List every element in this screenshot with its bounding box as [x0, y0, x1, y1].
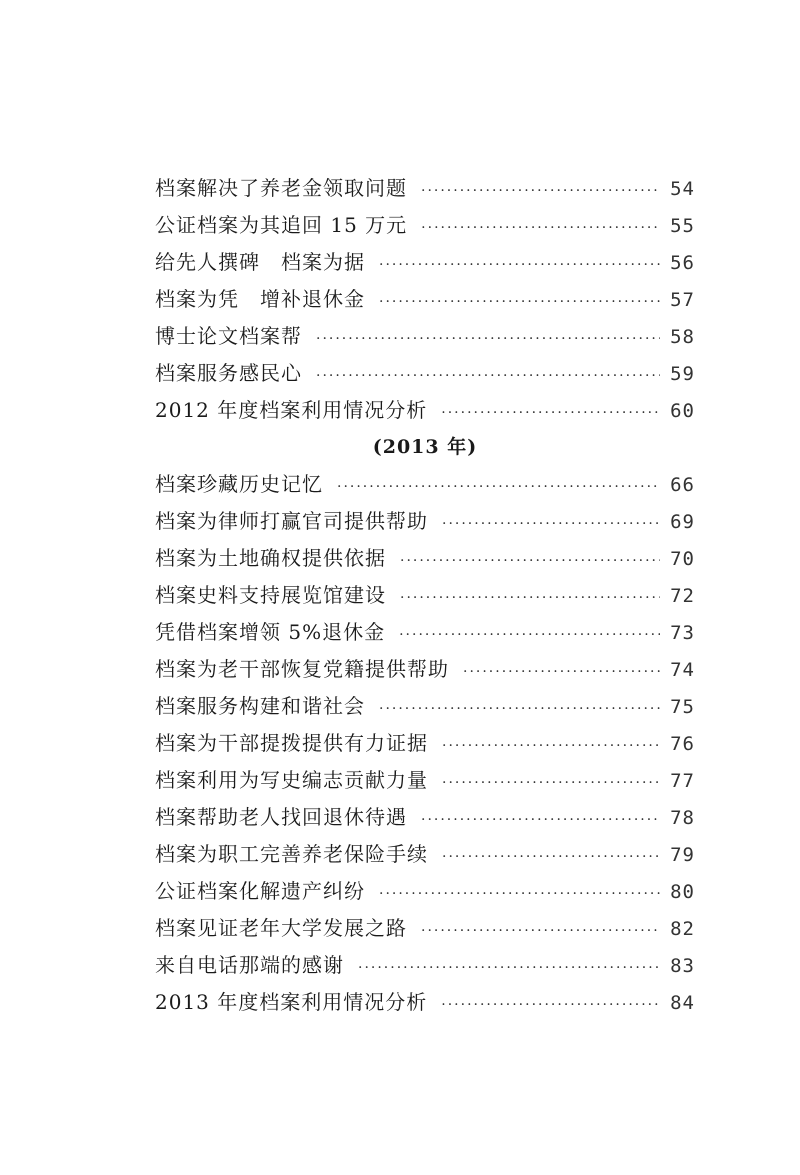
toc-entry-page: 72 [670, 585, 695, 607]
toc-leader-dots [442, 728, 660, 765]
toc-entry[interactable] [155, 762, 695, 799]
toc-entry[interactable] [155, 984, 695, 1021]
toc-leader-dots [442, 839, 660, 876]
toc-entry[interactable] [155, 688, 695, 725]
toc-entry[interactable] [155, 355, 695, 392]
toc-entry-page: 82 [670, 918, 695, 940]
toc-leader-dots [379, 284, 660, 321]
toc-leader-dots [379, 247, 660, 284]
toc-section-2013 [155, 466, 695, 1021]
toc-leader-dots [441, 987, 660, 1024]
toc-entry-title: 博士论文档案帮 [155, 324, 302, 348]
toc-entry-title: 档案珍藏历史记忆 [155, 472, 323, 496]
toc-entry-title: 档案为干部提拨提供有力证据 [155, 731, 428, 755]
toc-entry-title: 凭借档案增领 5%退休金 [155, 620, 386, 644]
table-of-contents [155, 170, 695, 1021]
toc-leader-dots [316, 321, 660, 358]
toc-entry-title: 档案为职工完善养老保险手续 [155, 842, 428, 866]
toc-entry-page: 54 [670, 178, 695, 200]
toc-entry[interactable] [155, 207, 695, 244]
toc-entry[interactable] [155, 725, 695, 762]
toc-entry[interactable] [155, 614, 695, 651]
toc-entry-page: 57 [670, 289, 695, 311]
toc-entry-page: 78 [670, 807, 695, 829]
toc-entry-title: 档案利用为写史编志贡献力量 [155, 768, 428, 792]
toc-entry-page: 75 [670, 696, 695, 718]
toc-entry-page: 79 [670, 844, 695, 866]
toc-entry-page: 76 [670, 733, 695, 755]
toc-entry[interactable] [155, 318, 695, 355]
toc-entry-title: 档案服务构建和谐社会 [155, 694, 365, 718]
toc-entry[interactable] [155, 947, 695, 984]
toc-entry-title: 档案帮助老人找回退休待遇 [155, 805, 407, 829]
toc-entry-title: 档案见证老年大学发展之路 [155, 916, 407, 940]
toc-leader-dots [463, 654, 660, 691]
toc-leader-dots [421, 173, 660, 210]
toc-entry-title: 档案解决了养老金领取问题 [155, 176, 407, 200]
toc-leader-dots [379, 691, 660, 728]
toc-leader-dots [316, 358, 660, 395]
toc-leader-dots [441, 395, 660, 432]
toc-entry-page: 58 [670, 326, 695, 348]
toc-entry-page: 77 [670, 770, 695, 792]
toc-entry[interactable] [155, 799, 695, 836]
toc-entry-page: 70 [670, 548, 695, 570]
toc-entry-page: 74 [670, 659, 695, 681]
toc-leader-dots [421, 802, 660, 839]
toc-leader-dots [337, 469, 660, 506]
toc-leader-dots [421, 913, 660, 950]
toc-entry-page: 84 [670, 992, 695, 1014]
toc-entry[interactable] [155, 281, 695, 318]
toc-entry-title: 给先人撰碑 档案为据 [155, 250, 365, 274]
toc-leader-dots [379, 876, 660, 913]
toc-entry[interactable] [155, 836, 695, 873]
toc-entry[interactable] [155, 244, 695, 281]
toc-section-2012 [155, 170, 695, 429]
toc-entry-title: 公证档案化解遗产纠纷 [155, 879, 365, 903]
toc-leader-dots [399, 617, 660, 654]
section-heading-2013: (2013 年) [372, 436, 478, 458]
toc-entry-page: 56 [670, 252, 695, 274]
toc-entry-title: 档案史料支持展览馆建设 [155, 583, 386, 607]
toc-entry-page: 69 [670, 511, 695, 533]
toc-entry-title: 档案为凭 增补退休金 [155, 287, 365, 311]
toc-entry-page: 80 [670, 881, 695, 903]
toc-entry[interactable] [155, 577, 695, 614]
toc-entry[interactable] [155, 503, 695, 540]
toc-entry[interactable] [155, 910, 695, 947]
toc-entry[interactable] [155, 540, 695, 577]
toc-entry-title: 档案为老干部恢复党籍提供帮助 [155, 657, 449, 681]
toc-leader-dots [442, 506, 660, 543]
toc-entry-title: 来自电话那端的感谢 [155, 953, 344, 977]
toc-leader-dots [358, 950, 660, 987]
toc-entry[interactable] [155, 873, 695, 910]
toc-leader-dots [400, 580, 660, 617]
toc-entry-title: 2013 年度档案利用情况分析 [155, 990, 428, 1014]
toc-entry-title: 档案服务感民心 [155, 361, 302, 385]
toc-entry-page: 55 [670, 215, 695, 237]
toc-entry-page: 73 [670, 622, 695, 644]
toc-entry-page: 83 [670, 955, 695, 977]
toc-entry-title: 档案为土地确权提供依据 [155, 546, 386, 570]
toc-leader-dots [442, 765, 660, 802]
toc-entry-page: 59 [670, 363, 695, 385]
toc-entry-title: 公证档案为其追回 15 万元 [155, 213, 408, 237]
toc-leader-dots [421, 210, 660, 247]
toc-entry-title: 2012 年度档案利用情况分析 [155, 398, 428, 422]
toc-entry-title: 档案为律师打赢官司提供帮助 [155, 509, 428, 533]
toc-entry[interactable] [155, 651, 695, 688]
toc-leader-dots [400, 543, 660, 580]
toc-entry-page: 60 [670, 400, 695, 422]
toc-entry-page: 66 [670, 474, 695, 496]
toc-entry[interactable] [155, 392, 695, 429]
toc-entry[interactable] [155, 466, 695, 503]
toc-entry[interactable] [155, 170, 695, 207]
